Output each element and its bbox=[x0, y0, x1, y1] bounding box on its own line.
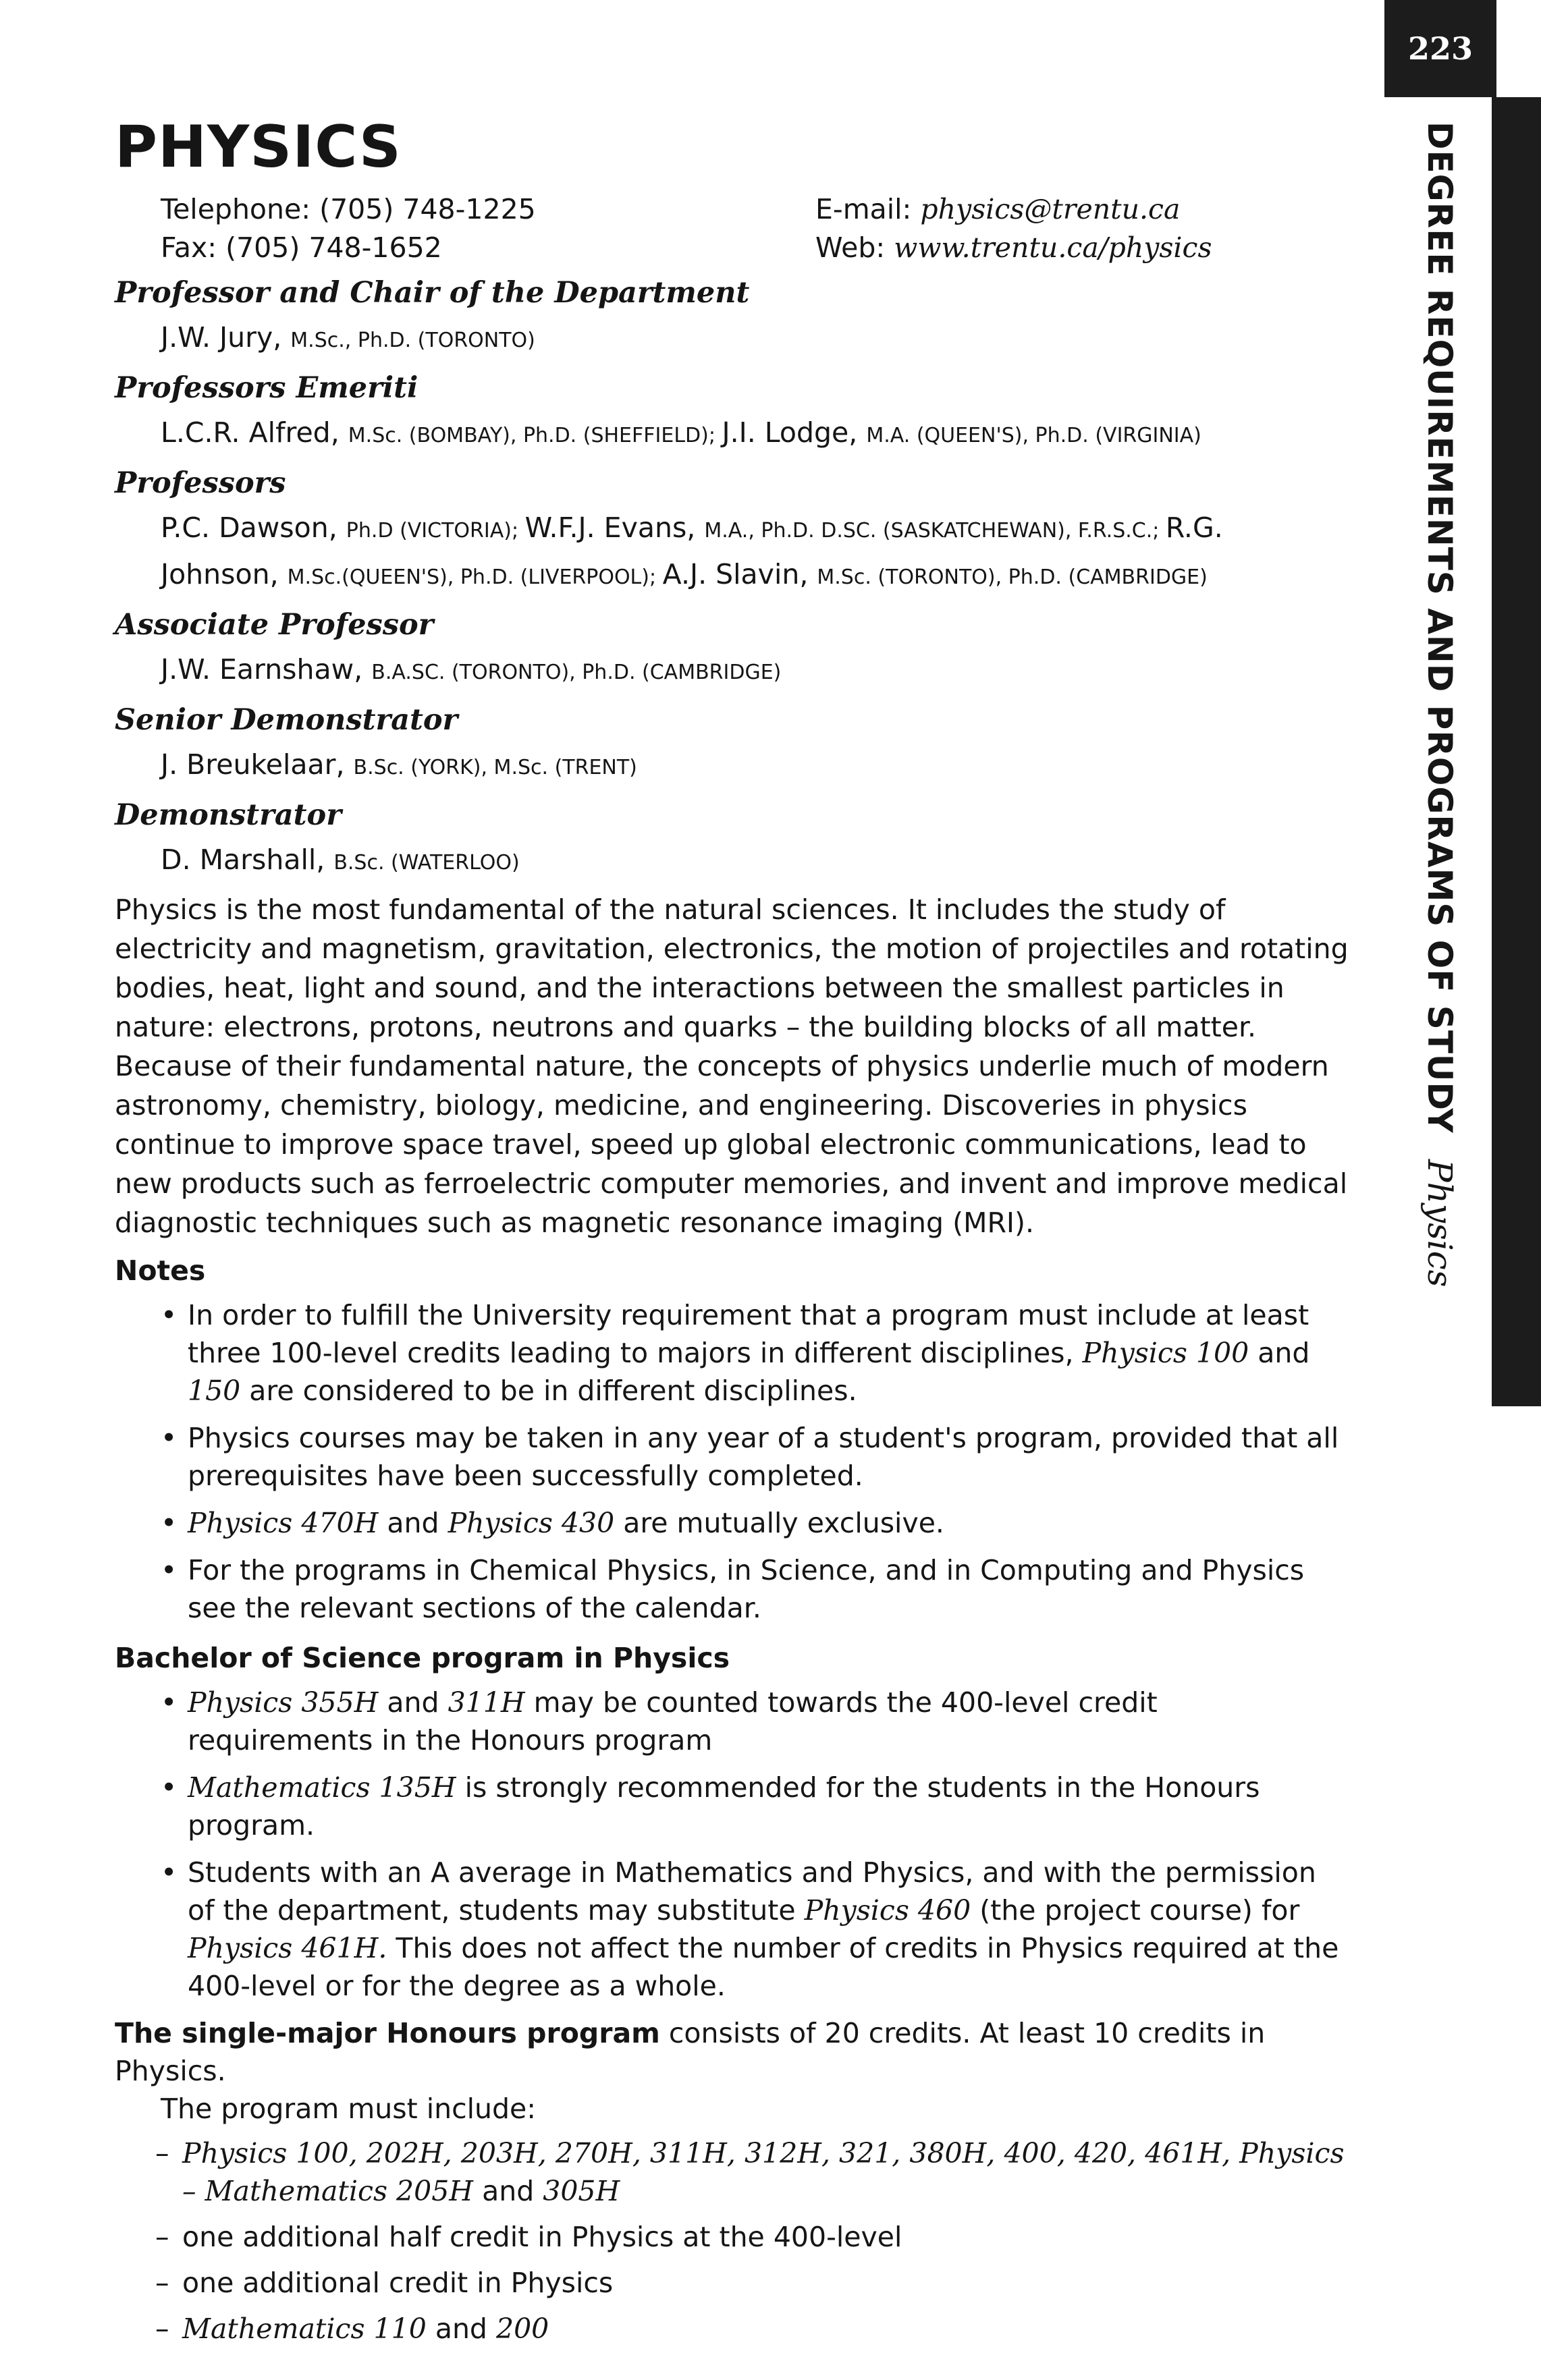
fax-label: Fax: bbox=[161, 231, 217, 264]
section-title: DEGREE REQUIREMENTS AND PROGRAMS OF STUDY bbox=[1420, 121, 1459, 1134]
bsc-note-item bbox=[161, 1684, 1350, 1759]
faculty-member-credentials: M.Sc.(QUEEN'S), Ph.D. (LIVERPOOL); bbox=[287, 565, 663, 589]
telephone-value: (705) 748-1225 bbox=[319, 193, 536, 225]
honours-requirement-item bbox=[155, 2134, 1350, 2210]
faculty-member-name: J. Breukelaar, bbox=[161, 748, 354, 781]
faculty-role: Professors bbox=[115, 466, 286, 500]
text-run: Physics 460 bbox=[804, 1894, 971, 1927]
faculty-member-name: Johnson, bbox=[161, 558, 288, 590]
faculty-member-line bbox=[115, 648, 1350, 694]
text-run: Mathematics 135H bbox=[188, 1771, 456, 1804]
contact-block bbox=[115, 190, 1350, 267]
intro-paragraph: Physics is the most fundamental of the natural sciences. It includes the study of electricity and magnetism, gravitation, electronics, the motion of projectiles and rotating bodies, heat, light and sound, and the interactions between the smallest particles in nature: electrons, protons, neutrons and quarks – the building blocks of all matter. Because of their fundamental nature, the concepts of physics underlie much of modern astronomy, chemistry, biology, medicine, and engineering. Discoveries in physics continue to improve space travel, speed up global electronic communications, lead to new products such as ferroelectric computer memories, and invent and improve medical diagnostic techniques such as magnetic resonance imaging (MRI). bbox=[115, 893, 1349, 1239]
faculty-member-line bbox=[115, 506, 1350, 553]
faculty-member-credentials: M.Sc., Ph.D. (TORONTO) bbox=[290, 329, 535, 352]
text-run: one additional half credit in Physics at the 400-level bbox=[182, 2221, 902, 2253]
faculty-role: Senior Demonstrator bbox=[115, 703, 458, 737]
faculty-role: Associate Professor bbox=[115, 608, 434, 642]
honours-lead: The single-major Honours program bbox=[115, 2017, 660, 2049]
page-content bbox=[115, 115, 1350, 2356]
bullet-icon: • bbox=[161, 1507, 178, 1539]
faculty-role: Demonstrator bbox=[115, 798, 342, 832]
honours-requirements-list bbox=[115, 2134, 1350, 2348]
honours-block bbox=[115, 2014, 1350, 2348]
text-run: Mathematics 110 bbox=[182, 2313, 427, 2345]
text-run: and bbox=[378, 1686, 448, 1719]
faculty-member-line bbox=[115, 838, 1350, 885]
faculty-member-credentials: B.Sc. (YORK), M.Sc. (TRENT) bbox=[353, 756, 637, 779]
faculty-member-line bbox=[115, 743, 1350, 790]
bullet-icon: • bbox=[161, 1554, 178, 1586]
page-title: PHYSICS bbox=[115, 113, 402, 181]
text-run: Physics 470H bbox=[188, 1507, 379, 1539]
note-item bbox=[161, 1419, 1350, 1495]
web-label: Web: bbox=[815, 231, 886, 264]
bsc-list bbox=[115, 1684, 1350, 2005]
faculty-member-credentials: M.Sc. (TORONTO), Ph.D. (CAMBRIDGE) bbox=[817, 565, 1208, 589]
faculty-member-credentials: B.A.SC. (TORONTO), Ph.D. (CAMBRIDGE) bbox=[371, 661, 782, 684]
bsc-note-item bbox=[161, 1769, 1350, 1844]
fax-value: (705) 748-1652 bbox=[225, 231, 442, 264]
side-tab-bar bbox=[1492, 97, 1541, 1406]
text-run: In order to fulfill the University requirement that a program must include at least three 100-level credits leading to majors in different disciplines, bbox=[188, 1299, 1309, 1369]
faculty-member-name: W.F.J. Evans, bbox=[524, 511, 705, 544]
faculty-member-name: L.C.R. Alfred, bbox=[161, 416, 348, 449]
faculty-member-credentials: Ph.D (VICTORIA); bbox=[346, 519, 525, 543]
faculty-member-name: J.W. Jury, bbox=[161, 321, 291, 354]
text-run: 305H bbox=[543, 2175, 620, 2207]
faculty-member-line bbox=[115, 411, 1350, 458]
faculty-member-credentials: M.A., Ph.D. D.SC. (SASKATCHEWAN), F.R.S.C.; bbox=[704, 519, 1166, 543]
honours-text: consists of 20 credits. At least 10 credits in Physics. bbox=[115, 2017, 1266, 2087]
bsc-note-item bbox=[161, 1854, 1350, 2005]
faculty-member-name: J.W. Earnshaw, bbox=[161, 653, 372, 686]
faculty-member-name: J.I. Lodge, bbox=[722, 416, 867, 449]
text-run: is strongly recommended for the students in the Honours program. bbox=[188, 1771, 1260, 1842]
dash-icon: – bbox=[155, 2221, 169, 2253]
faculty-member-name: P.C. Dawson, bbox=[161, 511, 346, 544]
note-item bbox=[161, 1504, 1350, 1542]
text-run: are mutually exclusive. bbox=[614, 1507, 944, 1539]
notes-list bbox=[115, 1296, 1350, 1627]
bullet-icon: • bbox=[161, 1299, 178, 1331]
faculty-member-credentials: M.A. (QUEEN'S), Ph.D. (VIRGINIA) bbox=[866, 424, 1201, 447]
bullet-icon: • bbox=[161, 1771, 178, 1804]
telephone-label: Telephone: bbox=[161, 193, 311, 225]
text-run: and bbox=[1249, 1337, 1310, 1369]
text-run: For the programs in Chemical Physics, in Science, and in Computing and Physics see the relevant sections of the calendar. bbox=[188, 1554, 1305, 1624]
notes-heading: Notes bbox=[115, 1254, 206, 1287]
text-run: (the project course) for bbox=[971, 1894, 1300, 1927]
text-run: Physics 100 bbox=[1082, 1337, 1249, 1369]
web-value[interactable]: www.trentu.ca/physics bbox=[894, 231, 1212, 264]
text-run: This does not affect the number of credits in Physics required at the 400-level or for the degree as a whole. bbox=[188, 1932, 1339, 2002]
note-item bbox=[161, 1296, 1350, 1410]
note-item bbox=[161, 1551, 1350, 1627]
web-line bbox=[815, 229, 1350, 267]
text-run: Physics 100, 202H, 203H, 270H, 311H, 312H, 321, 380H, 400, 420, 461H, Physics – Mathematics 205H bbox=[182, 2137, 1345, 2207]
email-label: E-mail: bbox=[815, 193, 912, 225]
section-subtitle: Physics bbox=[1420, 1159, 1459, 1287]
text-run: Physics courses may be taken in any year of a student's program, provided that all prerequisites have been successfully completed. bbox=[188, 1422, 1339, 1492]
bullet-icon: • bbox=[161, 1856, 178, 1889]
text-run: 311H bbox=[448, 1686, 525, 1719]
honours-text-2: The program must include: bbox=[161, 2093, 537, 2125]
honours-requirement-item bbox=[155, 2310, 1350, 2348]
faculty-member-line bbox=[115, 316, 1350, 362]
email-value[interactable]: physics@trentu.ca bbox=[920, 193, 1181, 225]
telephone-line bbox=[161, 190, 815, 229]
faculty-list bbox=[115, 270, 1350, 885]
faculty-member-credentials: B.Sc. (WATERLOO) bbox=[333, 851, 520, 875]
honours-requirement-item bbox=[155, 2264, 1350, 2302]
bullet-icon: • bbox=[161, 1686, 178, 1719]
email-line bbox=[815, 190, 1350, 229]
dash-icon: – bbox=[155, 2313, 169, 2345]
text-run: Physics 430 bbox=[448, 1507, 615, 1539]
bsc-heading: Bachelor of Science program in Physics bbox=[115, 1642, 730, 1674]
text-run: Students with an A average in Mathematics and Physics, and with the permission of the department, students may substitute bbox=[188, 1856, 1316, 1927]
faculty-member-name: R.G. bbox=[1165, 511, 1223, 544]
fax-line bbox=[161, 229, 815, 267]
faculty-role: Professors Emeriti bbox=[115, 371, 418, 405]
text-run: one additional credit in Physics bbox=[182, 2267, 614, 2299]
honours-requirement-item bbox=[155, 2218, 1350, 2256]
text-run: and bbox=[378, 1507, 448, 1539]
text-run: Physics 461H. bbox=[188, 1932, 387, 1964]
bullet-icon: • bbox=[161, 1422, 178, 1454]
faculty-role: Professor and Chair of the Department bbox=[115, 276, 750, 310]
text-run: 150 bbox=[188, 1375, 241, 1407]
dash-icon: – bbox=[155, 2137, 169, 2169]
faculty-member-name: A.J. Slavin, bbox=[662, 558, 817, 590]
text-run: and bbox=[473, 2175, 543, 2207]
faculty-member-credentials: M.Sc. (BOMBAY), Ph.D. (SHEFFIELD); bbox=[348, 424, 722, 447]
text-run: are considered to be in different disciplines. bbox=[240, 1375, 857, 1407]
faculty-member-name: D. Marshall, bbox=[161, 843, 334, 876]
dash-icon: – bbox=[155, 2267, 169, 2299]
text-run: 200 bbox=[495, 2313, 549, 2345]
page-number: 223 bbox=[1384, 0, 1496, 97]
section-running-head bbox=[1393, 121, 1487, 1287]
text-run: may be counted towards the 400-level credit requirements in the Honours program bbox=[188, 1686, 1158, 1756]
text-run: Physics 355H bbox=[188, 1686, 379, 1719]
faculty-member-line bbox=[115, 553, 1350, 599]
text-run: and bbox=[426, 2313, 496, 2345]
